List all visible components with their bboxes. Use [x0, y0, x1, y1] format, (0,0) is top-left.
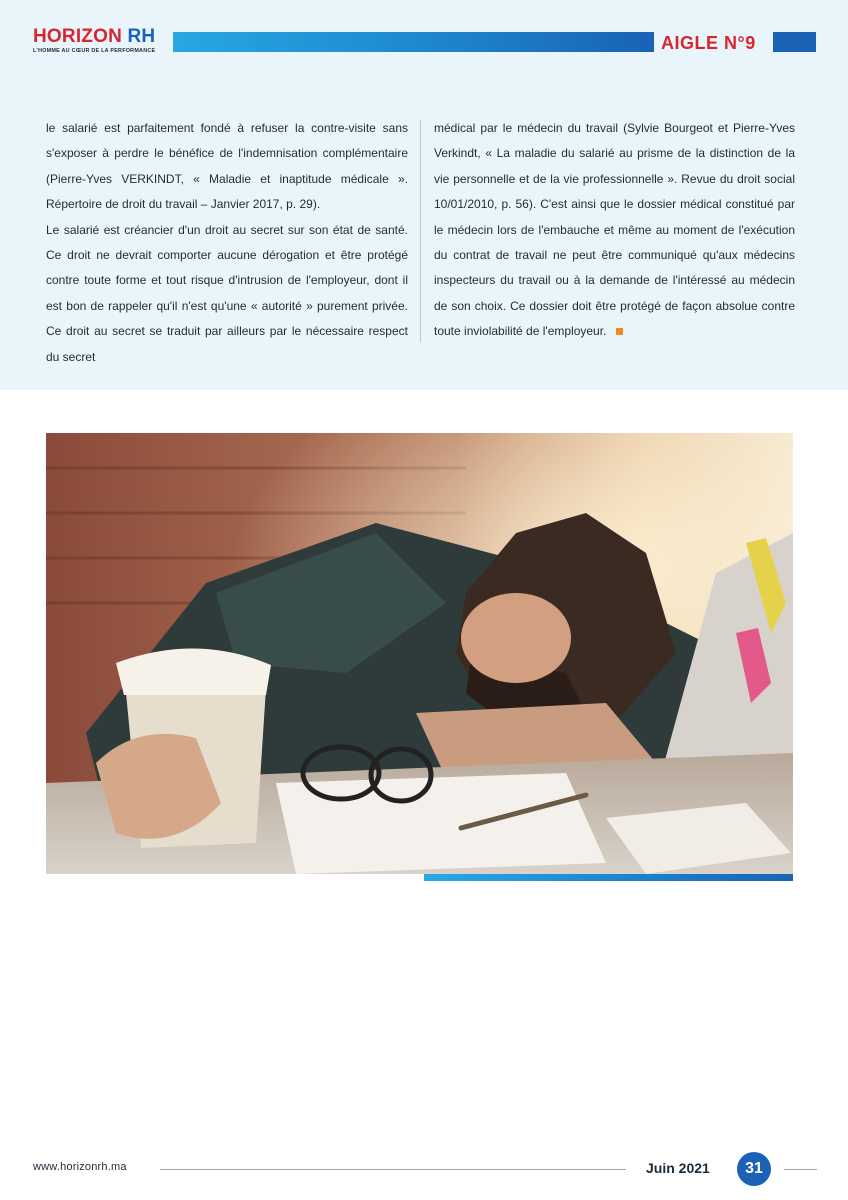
footer-divider-left [160, 1169, 626, 1170]
footer-issue-date: Juin 2021 [646, 1160, 710, 1176]
article-paragraph: le salarié est parfaitement fondé à refuser la contre-visite sans s'exposer à perdre le bénéfice de l'indemnisation complémentaire (Pierre-Yves VERKINDT, « Maladie et inaptitude médicale ». Répertoire de droit du travail – Janvier 2017, p. 29). [46, 121, 408, 212]
article-column-left [46, 116, 408, 370]
article-paragraph-end [434, 116, 795, 345]
photo-accent-bar [424, 874, 793, 881]
logo-tagline: L'HOMME AU CŒUR DE LA PERFORMANCE [33, 48, 156, 54]
article-paragraph: Le salarié est créancier d'un droit au secret sur son état de santé. Ce droit ne devrait comporter aucune dérogation et être protégé contre toute forme et tout risque d'intrusion de l'employeur, dont il est bon de rappeler qu'il n'est qu'une « autorité » purement privée. Ce droit au secret se traduit par ailleurs par le nécessaire respect du secret [46, 222, 408, 364]
footer-divider-right [784, 1169, 817, 1170]
logo-wordmark [33, 27, 173, 47]
article-paragraph-text: médical par le médecin du travail (Sylvie Bourgeot et Pierre-Yves Verkindt, « La maladie du salarié au prisme de la distinction de la vie personnelle et de la vie professionnelle ». Revue du droit social 10/01/2010, p. 56). C'est ainsi que le dossier médical constitué par le médecin lors de l'embauche et même au moment de l'exécution du contrat de travail ne peut être communiqué qu'aux médecins inspecteurs du travail ou à la demande de l'intéressé au médecin de son choix. Ce dossier doit être protégé de façon absolue contre toute inviolabilité de l'employeur. [434, 121, 795, 339]
header-accent-block [773, 32, 816, 52]
photo-illustration [46, 433, 793, 874]
logo-accent-text: RH [127, 26, 156, 47]
logo-main-text: HORIZON [33, 26, 123, 47]
article-column-right [434, 116, 795, 345]
page-number-badge: 31 [737, 1152, 771, 1186]
article-photo-tired-worker [46, 433, 793, 874]
issue-title: AIGLE N°9 [661, 33, 756, 53]
end-of-article-marker [616, 328, 623, 335]
horizon-rh-logo[interactable] [33, 27, 173, 59]
footer-website-link[interactable]: www.horizonrh.ma [33, 1161, 127, 1173]
header-gradient-bar [173, 32, 654, 52]
column-divider [420, 120, 421, 342]
